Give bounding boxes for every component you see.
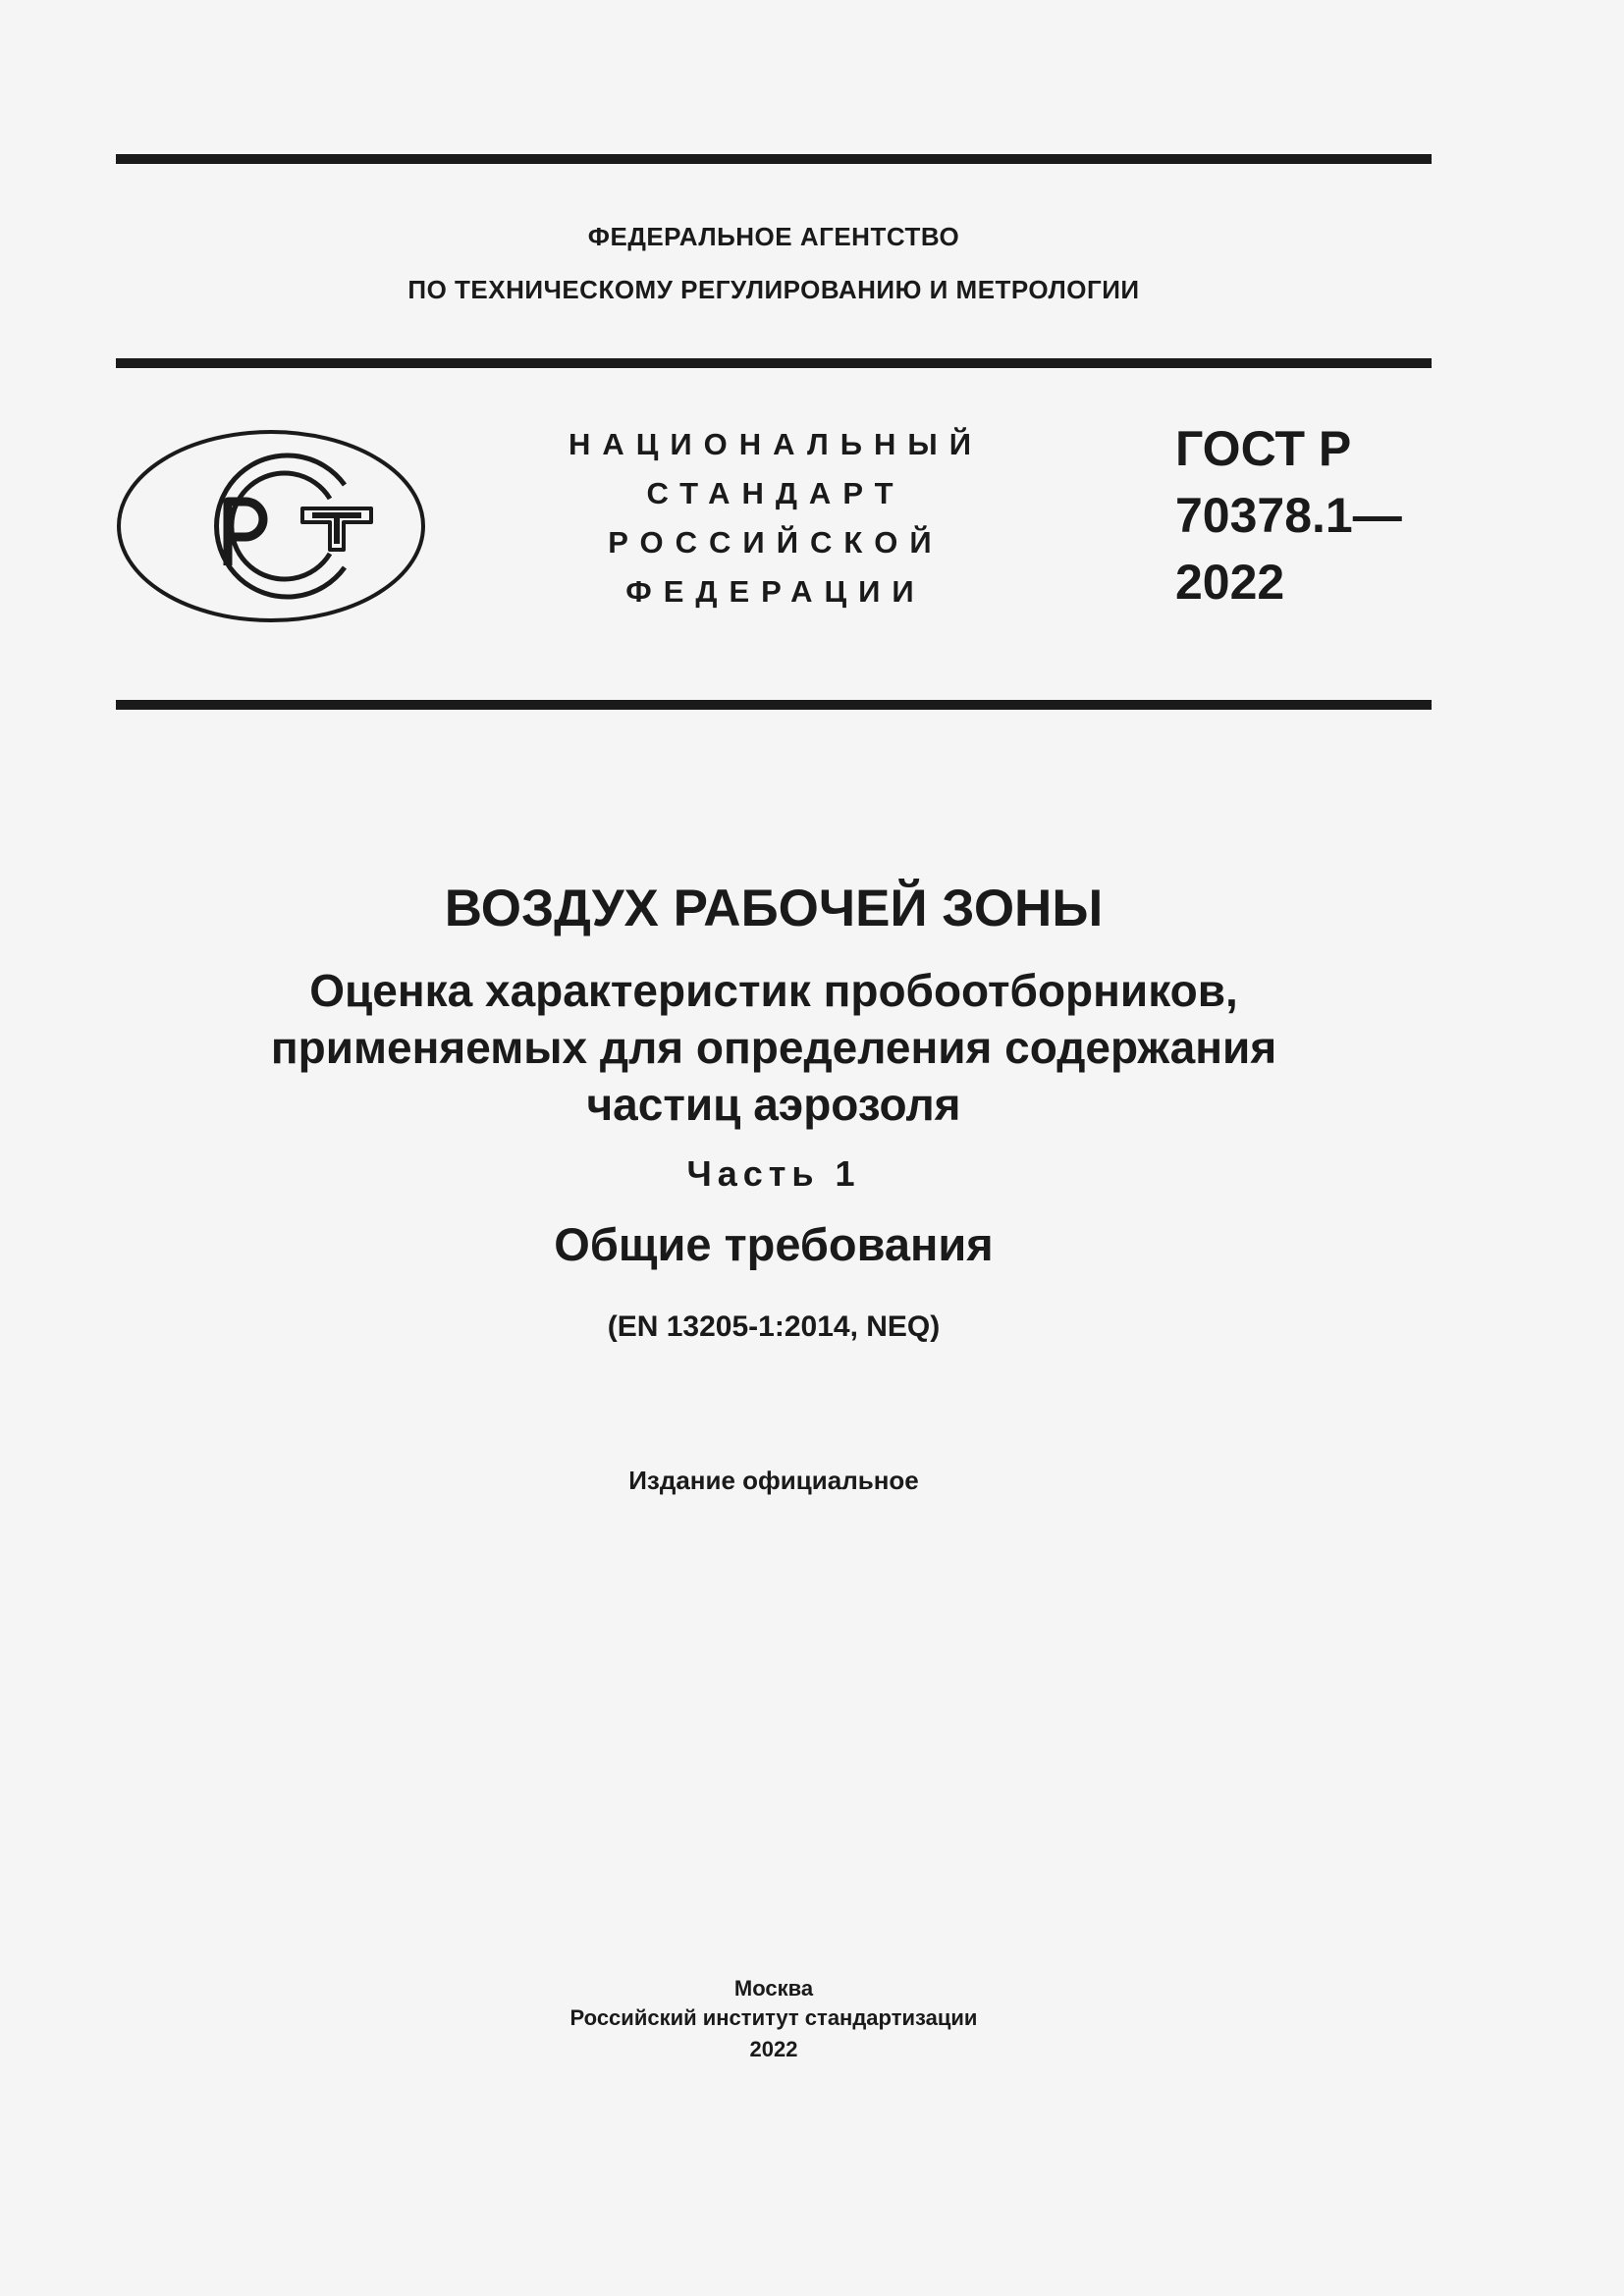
designation-line-3: 2022 xyxy=(1175,555,1285,610)
document-title: ВОЗДУХ РАБОЧЕЙ ЗОНЫ xyxy=(444,880,1104,937)
part-number: Часть 1 xyxy=(686,1153,861,1194)
agency-line-2: ПО ТЕХНИЧЕСКОМУ РЕГУЛИРОВАНИЮ И МЕТРОЛОГИИ xyxy=(407,275,1140,304)
subtitle-line-1: Оценка характеристик пробоотборников, xyxy=(309,965,1238,1016)
standard-type-line-4: ФЕДЕРАЦИИ xyxy=(625,574,926,609)
designation-line-1: ГОСТ Р xyxy=(1175,421,1352,476)
subtitle-line-3: частиц аэрозоля xyxy=(586,1079,961,1130)
agency-line-1: ФЕДЕРАЛЬНОЕ АГЕНТСТВО xyxy=(587,222,960,251)
header-divider xyxy=(116,358,1432,368)
imprint-city: Москва xyxy=(733,1976,814,2001)
rst-certification-mark-icon xyxy=(116,428,426,624)
standard-type-line-3: РОССИЙСКОЙ xyxy=(608,525,944,560)
standard-type-line-2: СТАНДАРТ xyxy=(646,476,905,510)
standard-type-line-1: НАЦИОНАЛЬНЫЙ xyxy=(568,427,984,461)
designation-line-2: 70378.1— xyxy=(1175,488,1402,543)
top-divider xyxy=(116,154,1432,164)
imprint-year: 2022 xyxy=(749,2037,798,2061)
imprint-publisher: Российский институт стандартизации xyxy=(569,2005,978,2030)
document-subtitle xyxy=(116,962,1432,1133)
title-divider xyxy=(116,700,1432,710)
part-name: Общие требования xyxy=(554,1218,994,1270)
reference-standard: (EN 13205-1:2014, NEQ) xyxy=(607,1310,941,1343)
edition-label: Издание официальное xyxy=(628,1466,919,1495)
subtitle-line-2: применяемых для определения содержания xyxy=(270,1022,1277,1073)
